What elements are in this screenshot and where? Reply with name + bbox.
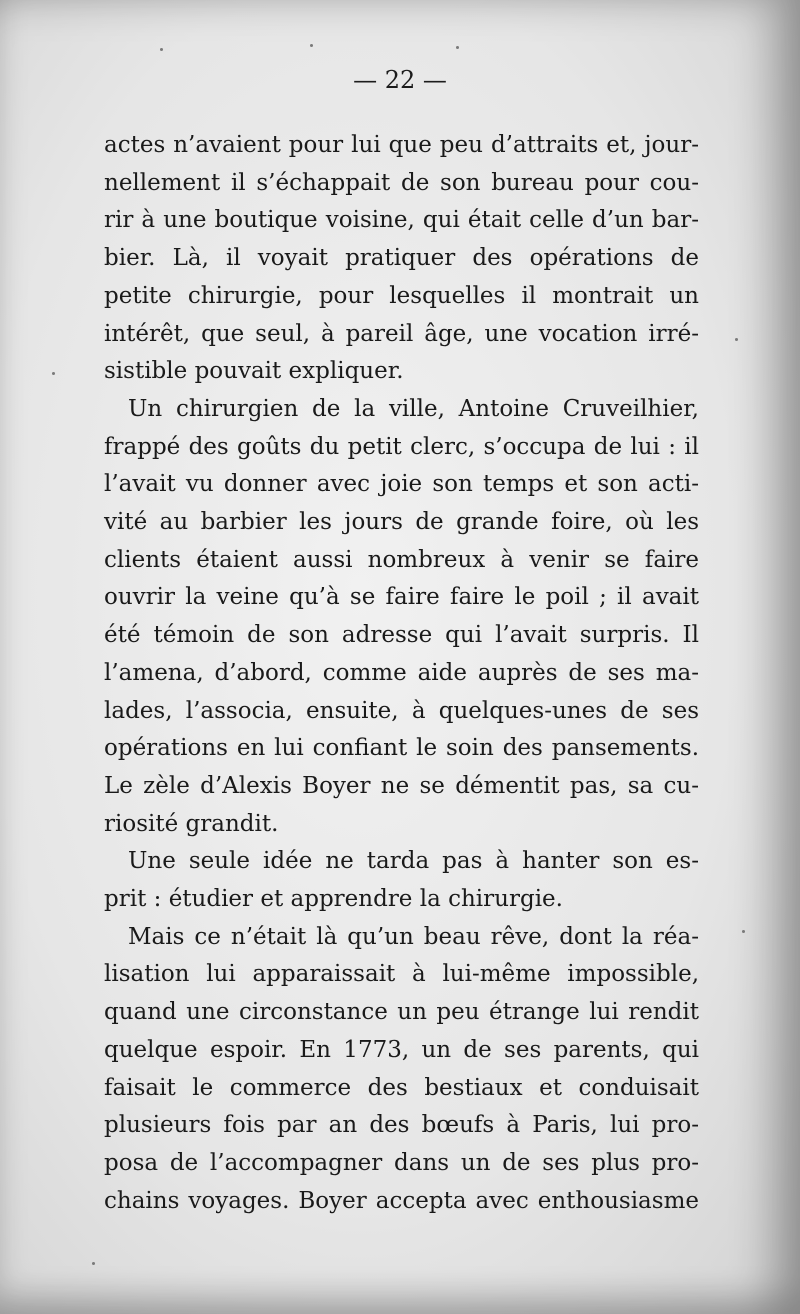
text-line: chains voyages. Boyer accepta avec enthousiasme <box>104 1187 699 1214</box>
text-line: Une seule idée ne tarda pas à hanter son es- <box>128 848 699 875</box>
text-line: sistible pouvait expliquer. <box>104 358 404 385</box>
text-line: intérêt, que seul, à pareil âge, une vocation irré- <box>104 320 699 347</box>
text-line: clients étaient aussi nombreux à venir se faire <box>104 546 699 573</box>
paper-speck <box>310 44 313 47</box>
text-line: l’avait vu donner avec joie son temps et son acti- <box>104 471 699 498</box>
text-line: posa de l’accompagner dans un de ses plus pro- <box>104 1149 699 1176</box>
text-line: Mais ce n’était là qu’un beau rêve, dont la réa- <box>128 923 699 950</box>
text-line: frappé des goûts du petit clerc, s’occupa de lui : il <box>104 433 699 460</box>
text-line: quelque espoir. En 1773, un de ses parents, qui <box>104 1036 699 1063</box>
text-line: l’amena, d’abord, comme aide auprès de ses ma- <box>104 659 699 686</box>
text-line: ouvrir la veine qu’à se faire faire le poil ; il avait <box>104 584 699 611</box>
text-line: été témoin de son adresse qui l’avait surpris. Il <box>104 622 699 649</box>
paper-speck <box>92 1262 95 1265</box>
paper-speck <box>160 48 163 51</box>
text-line: prit : étudier et apprendre la chirurgie. <box>104 886 563 913</box>
paper-speck <box>735 338 738 341</box>
text-line: bier. Là, il voyait pratiquer des opérations de <box>104 245 699 272</box>
text-line: actes n’avaient pour lui que peu d’attraits et, jour- <box>104 132 699 158</box>
paper-speck <box>52 372 55 375</box>
text-line: Un chirurgien de la ville, Antoine Cruveilhier, <box>128 395 699 422</box>
text-line: lades, l’associa, ensuite, à quelques-unes de ses <box>104 697 699 724</box>
text-line: rir à une boutique voisine, qui était celle d’un bar- <box>104 207 699 234</box>
text-line: vité au barbier les jours de grande foire, où les <box>104 509 699 536</box>
page-number: — 22 — <box>353 66 447 94</box>
text-line: nellement il s’échappait de son bureau pour cou- <box>104 169 699 196</box>
text-line: quand une circonstance un peu étrange lui rendit <box>104 999 699 1026</box>
text-line: faisait le commerce des bestiaux et conduisait <box>104 1074 699 1101</box>
paper-speck <box>742 930 745 933</box>
text-line: opérations en lui confiant le soin des pansements. <box>104 735 699 762</box>
text-line: riosité grandit. <box>104 810 279 837</box>
paper-speck <box>456 46 459 49</box>
text-line: petite chirurgie, pour lesquelles il montrait un <box>104 282 699 309</box>
text-line: Le zèle d’Alexis Boyer ne se démentit pas, sa cu- <box>104 772 699 799</box>
text-line: plusieurs fois par an des bœufs à Paris, lui pro- <box>104 1112 699 1139</box>
body-text <box>104 127 699 1220</box>
text-line: lisation lui apparaissait à lui-même impossible, <box>104 961 699 988</box>
